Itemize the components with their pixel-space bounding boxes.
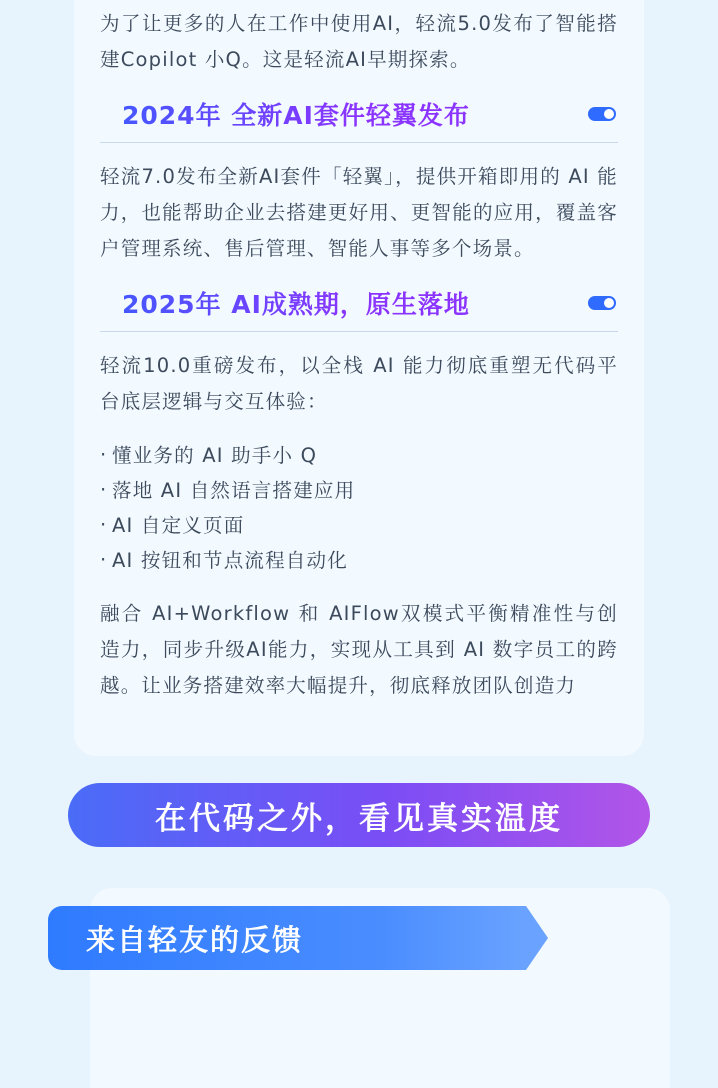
section-paragraph-2025: 轻流10.0重磅发布，以全栈 AI 能力彻底重塑无代码平台底层逻辑与交互体验： <box>100 354 618 413</box>
list-item: · AI 按钮和节点流程自动化 <box>100 543 618 578</box>
intro-paragraph: 为了让更多的人在工作中使用AI，轻流5.0发布了智能搭建Copilot 小Q。这是轻流AI早期探索。 <box>100 12 618 71</box>
section-header-2024[interactable] <box>100 96 618 143</box>
banner-title: 在代码之外，看见真实温度 <box>155 800 563 837</box>
feedback-tab <box>48 906 526 970</box>
section-closing-paragraph-2025: 融合 AI+Workflow 和 AIFlow双模式平衡精准性与创造力，同步升级AI能力，实现从工具到 AI 数字员工的跨越。让业务搭建效率大幅提升，彻底释放团队创造力 <box>100 602 618 697</box>
section-banner <box>68 783 650 847</box>
toggle-on-icon-2025[interactable] <box>588 296 616 310</box>
feature-bullet-list <box>100 438 618 578</box>
section-title-2024: 2024年 全新AI套件轻翼发布 <box>100 96 470 132</box>
section-title-2025: 2025年 AI成熟期，原生落地 <box>100 285 470 321</box>
toggle-on-icon-2024[interactable] <box>588 107 616 121</box>
feedback-section <box>48 888 670 1088</box>
list-item: · AI 自定义页面 <box>100 508 618 543</box>
list-item: · 落地 AI 自然语言搭建应用 <box>100 473 618 508</box>
feedback-title: 来自轻友的反馈 <box>86 922 304 957</box>
list-item: · 懂业务的 AI 助手小 Q <box>100 438 618 473</box>
section-paragraph-2024: 轻流7.0发布全新AI套件「轻翼」，提供开箱即用的 AI 能力，也能帮助企业去搭建更好用、更智能的应用，覆盖客户管理系统、售后管理、智能人事等多个场景。 <box>100 165 618 260</box>
timeline-card <box>74 0 644 756</box>
section-header-2025[interactable] <box>100 285 618 332</box>
